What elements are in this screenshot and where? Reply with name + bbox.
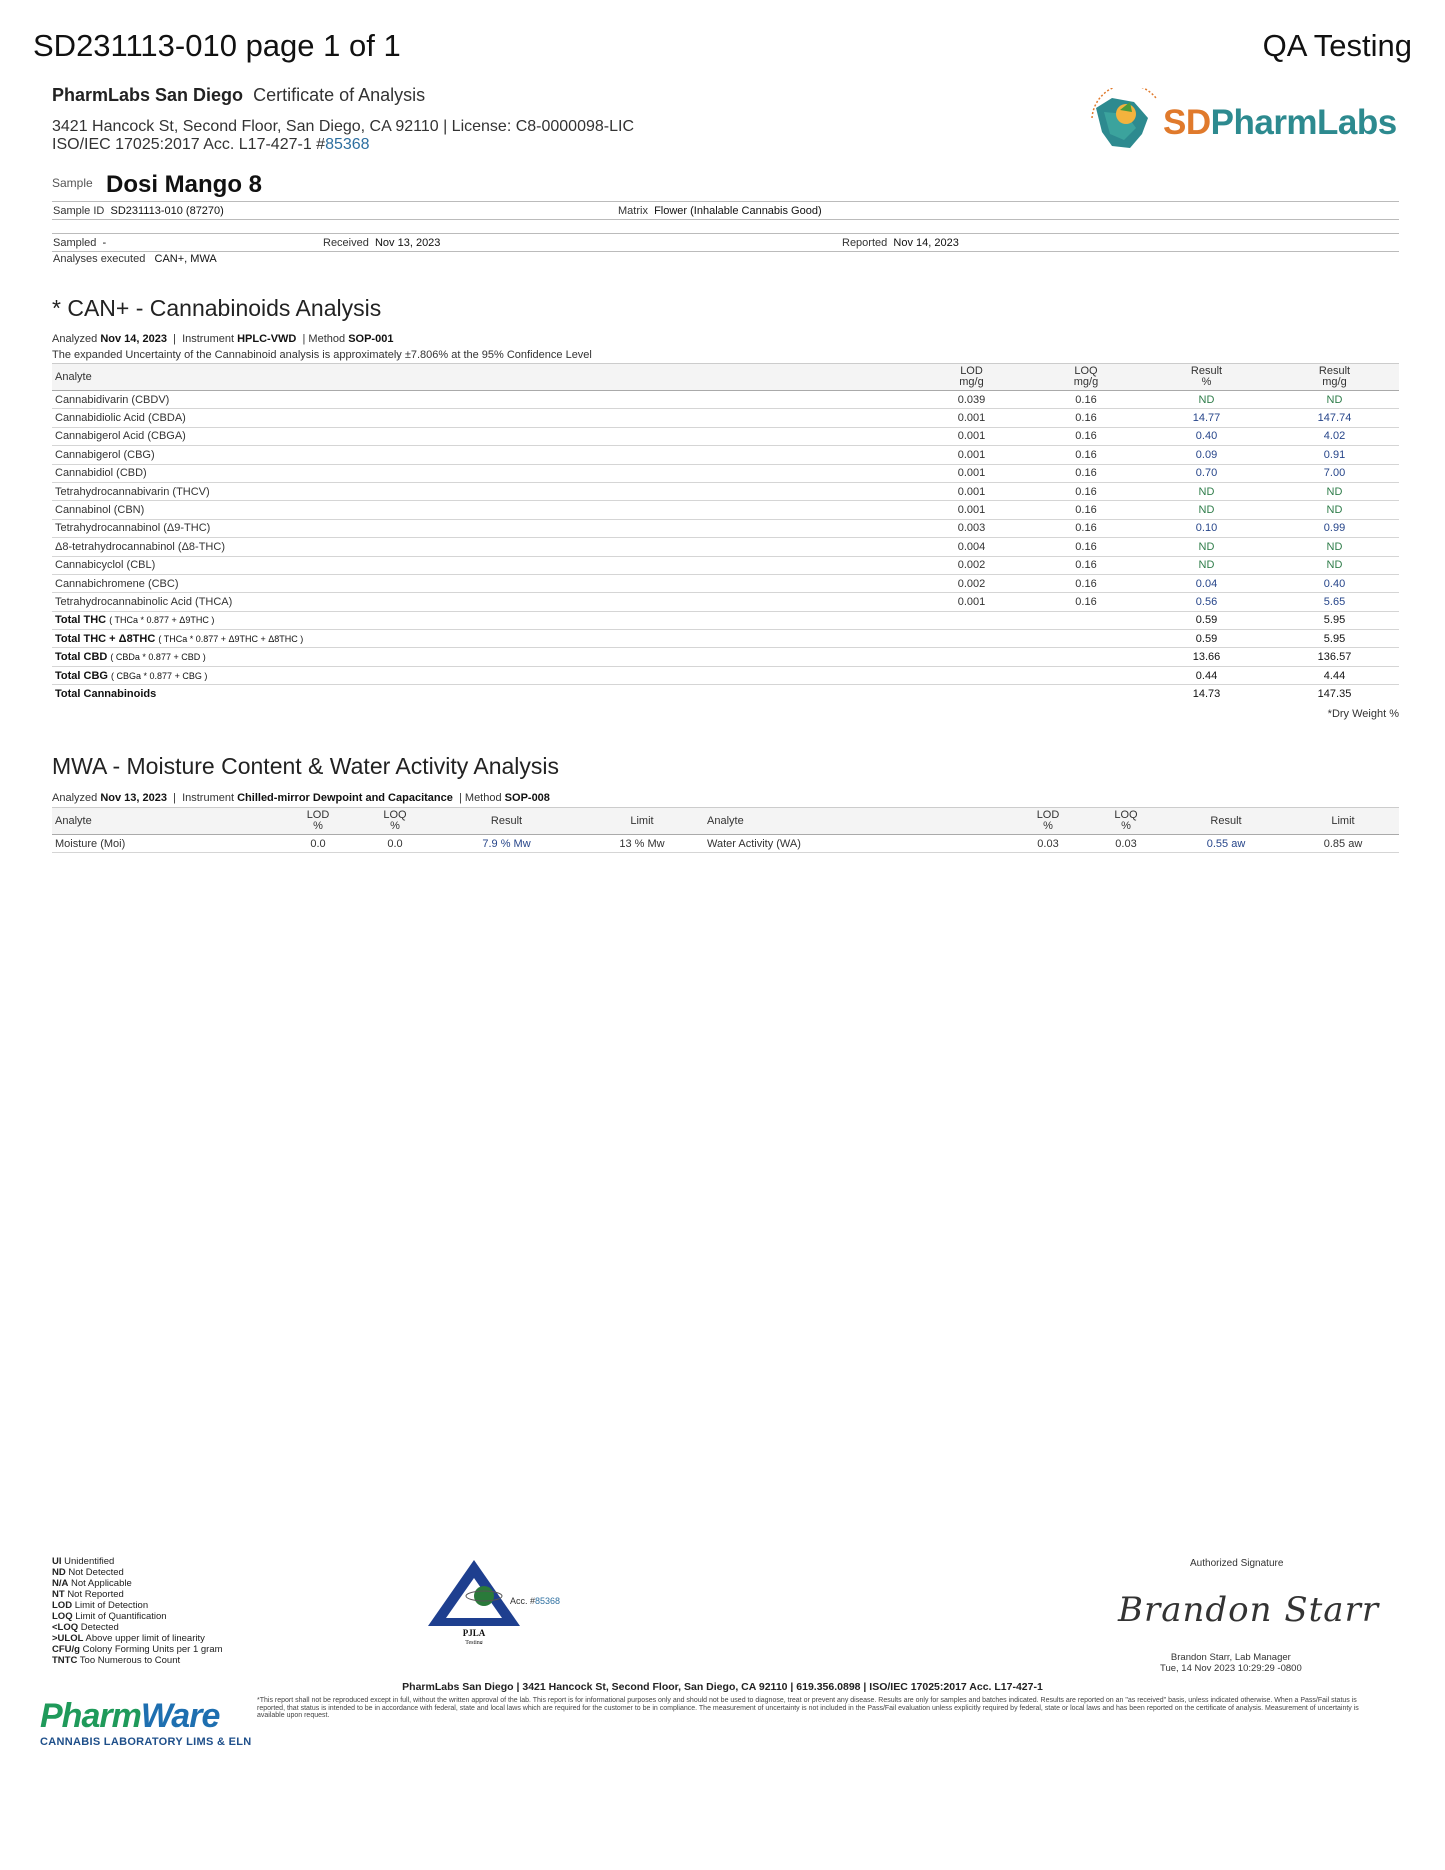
legend-abbr: UI: [52, 1556, 62, 1567]
iso-accreditation-link[interactable]: 85368: [325, 136, 370, 153]
lod-cell: 0.001: [914, 501, 1029, 519]
analyte-cell: Cannabinol (CBN): [52, 501, 914, 519]
lod-cell: 0.003: [914, 519, 1029, 537]
sample-id: Sample ID SD231113-010 (87270): [53, 205, 224, 217]
result-pct-cell: 0.59: [1143, 630, 1270, 648]
legend-abbr: CFU/g: [52, 1644, 80, 1655]
moisture-lod: 0.0: [279, 835, 357, 853]
loq-header: LOQ mg/g: [1029, 364, 1143, 391]
lab-address: [52, 118, 634, 154]
water-activity-analyte: Water Activity (WA): [704, 835, 1009, 853]
result-pct-cell: 0.10: [1143, 519, 1270, 537]
analyte-cell: Tetrahydrocannabinolic Acid (THCA): [52, 593, 914, 611]
total-name-cell: [52, 611, 914, 629]
legend-item: [52, 1589, 223, 1600]
result-mg-cell: ND: [1270, 391, 1399, 409]
total-name: Total THC + Δ8THC: [55, 632, 156, 645]
result-mg-cell: 4.44: [1270, 666, 1399, 684]
document-id: SD231113-010 page 1 of 1: [33, 28, 401, 63]
analyte-cell: Cannabidivarin (CBDV): [52, 391, 914, 409]
total-formula: ( THCa * 0.877 + Δ9THC ): [109, 615, 215, 626]
pharmware-logo: PharmWare CANNABIS LABORATORY LIMS & ELN: [40, 1697, 252, 1748]
loq-header: LOQ %: [357, 808, 433, 835]
total-formula: ( CBDa * 0.877 + CBD ): [110, 652, 206, 663]
result-mg-cell: ND: [1270, 482, 1399, 500]
loq-cell: 0.16: [1029, 538, 1143, 556]
moisture-loq: 0.0: [357, 835, 433, 853]
limit-header: Limit: [1287, 808, 1399, 835]
accreditation-link[interactable]: 85368: [535, 1596, 561, 1606]
moisture-table: [52, 807, 1399, 853]
result-pct-cell: ND: [1143, 482, 1270, 500]
legend-text: Not Detected: [68, 1567, 124, 1578]
loq-header: LOQ %: [1087, 808, 1165, 835]
total-formula: ( THCa * 0.877 + Δ9THC + Δ8THC ): [158, 633, 304, 644]
result-pct-cell: ND: [1143, 556, 1270, 574]
moisture-analysis-info: Analyzed Nov 13, 2023 | Instrument Chilled-mirror Dewpoint and Capacitance | Method SOP-008: [52, 792, 550, 804]
result-pct-cell: 0.44: [1143, 666, 1270, 684]
lod-cell: 0.001: [914, 593, 1029, 611]
analyte-cell: Tetrahydrocannabinol (Δ9-THC): [52, 519, 914, 537]
legend-item: [52, 1611, 223, 1622]
total-row: [52, 630, 1399, 648]
legend-text: Too Numerous to Count: [79, 1655, 181, 1666]
water-activity-result: 0.55 aw: [1165, 835, 1287, 853]
result-pct-cell: 14.73: [1192, 688, 1221, 701]
legend-item: [52, 1644, 223, 1655]
result-mg-header: Result mg/g: [1270, 364, 1399, 391]
lod-cell: 0.002: [914, 574, 1029, 592]
loq-cell: 0.16: [1029, 501, 1143, 519]
result-pct-cell: 0.09: [1143, 446, 1270, 464]
qa-testing-label: QA Testing: [1262, 28, 1412, 63]
result-mg-cell: 147.74: [1270, 409, 1399, 427]
table-row: [52, 446, 1399, 464]
table-row: [52, 391, 1399, 409]
loq-cell: 0.16: [1029, 593, 1143, 611]
total-row: [52, 666, 1399, 684]
table-row: [52, 427, 1399, 445]
analyses-executed: Analyses executed CAN+, MWA: [53, 253, 217, 265]
result-pct-cell: ND: [1143, 501, 1270, 519]
legend-text: Limit of Quantification: [75, 1611, 167, 1622]
legend-item: [52, 1622, 223, 1633]
analyte-cell: Δ8-tetrahydrocannabinol (Δ8-THC): [52, 538, 914, 556]
legend-abbr: LOD: [52, 1600, 73, 1611]
legend-abbr: NT: [52, 1589, 65, 1600]
document-type: Certificate of Analysis: [253, 85, 426, 105]
water-activity-limit: 0.85 aw: [1287, 835, 1399, 853]
water-activity-lod: 0.03: [1009, 835, 1087, 853]
result-mg-cell: 7.00: [1270, 464, 1399, 482]
reported: Reported Nov 14, 2023: [842, 237, 959, 249]
moisture-section-title: MWA - Moisture Content & Water Activity Analysis: [52, 753, 559, 779]
uncertainty-note: The expanded Uncertainty of the Cannabinoid analysis is approximately ±7.806% at the 95% Confidence Level: [52, 349, 592, 361]
analyte-cell: Cannabicyclol (CBL): [52, 556, 914, 574]
lod-header: LOD %: [1009, 808, 1087, 835]
legend-abbr: ND: [52, 1567, 66, 1578]
result-pct-cell: ND: [1143, 538, 1270, 556]
result-mg-cell: ND: [1270, 538, 1399, 556]
legend-abbr: LOQ: [52, 1611, 73, 1622]
result-mg-cell: 0.40: [1270, 574, 1399, 592]
loq-cell: 0.16: [1029, 427, 1143, 445]
analyte-header: Analyte: [52, 364, 914, 391]
legend-text: Unidentified: [64, 1556, 115, 1567]
abbreviation-legend: [52, 1556, 223, 1666]
divider: [52, 219, 1399, 220]
legend-text: Above upper limit of linearity: [85, 1633, 205, 1644]
legend-text: Limit of Detection: [74, 1600, 149, 1611]
lod-cell: 0.001: [914, 482, 1029, 500]
table-header-row: [52, 808, 1399, 835]
received: Received Nov 13, 2023: [323, 237, 441, 249]
cannabinoids-table: [52, 363, 1399, 703]
result-header: Result: [1165, 808, 1287, 835]
cannabinoids-section-title: * CAN+ - Cannabinoids Analysis: [52, 295, 382, 321]
accreditation-number: Acc. #85368: [510, 1596, 561, 1606]
result-pct-cell: 0.70: [1143, 464, 1270, 482]
loq-cell: 0.16: [1029, 482, 1143, 500]
legend-item: [52, 1633, 223, 1644]
loq-cell: [1029, 648, 1143, 666]
legend-abbr: TNTC: [52, 1655, 78, 1666]
signer-date: Tue, 14 Nov 2023 10:29:29 -0800: [1160, 1663, 1302, 1674]
lod-cell: [914, 685, 1029, 703]
result-pct-cell: 0.56: [1143, 593, 1270, 611]
signature: Brandon Starr: [1118, 1590, 1380, 1630]
logo-wordmark: SDPharmLabs: [1163, 103, 1397, 142]
loq-cell: 0.16: [1029, 556, 1143, 574]
pharmware-tagline: CANNABIS LABORATORY LIMS & ELN: [40, 1736, 252, 1748]
legend-item: [52, 1567, 223, 1578]
loq-cell: 0.16: [1029, 446, 1143, 464]
legend-abbr: <LOQ: [52, 1622, 79, 1633]
loq-cell: 0.16: [1029, 391, 1143, 409]
total-formula: ( CBGa * 0.877 + CBG ): [111, 670, 208, 681]
result-mg-cell: 136.57: [1270, 648, 1399, 666]
dry-weight-note: *Dry Weight %: [1327, 708, 1399, 720]
total-name-cell: [52, 648, 914, 666]
disclaimer: *This report shall not be reproduced except in full, without the written approval of the lab. This report is for informational purposes only and should not be used to diagnose, treat or prevent any disease. Results are only for samples and batches indicated. Results are reported on an "as received" basis, unless indicated otherwise. When a Pass/Fail status is reported, that status is intended to be in accordance with federal, state and local laws which are required for the customer to be in compliance. The measurement of uncertainty is not included in the Pass/Fail evaluation unless explicitly required by federal, state or local laws and has been reported on the certificate of analysis. Measurement of uncertainty is available upon request.: [257, 1697, 1359, 1719]
analyte-cell: Tetrahydrocannabivarin (THCV): [52, 482, 914, 500]
result-pct-cell: 13.66: [1143, 648, 1270, 666]
sampled: Sampled -: [53, 237, 107, 249]
analyte-header: Analyte: [52, 808, 279, 835]
total-row: [52, 611, 1399, 629]
legend-item: [52, 1556, 223, 1567]
legend-item: [52, 1578, 223, 1589]
table-row: [52, 409, 1399, 427]
pjla-label: PJLA: [462, 1628, 486, 1638]
table-row: [52, 482, 1399, 500]
result-pct-cell: 0.59: [1143, 611, 1270, 629]
sample-label: Sample: [52, 176, 93, 190]
result-pct-cell: ND: [1143, 391, 1270, 409]
lod-cell: [914, 611, 1029, 629]
table-row: [52, 501, 1399, 519]
result-pct-cell: 14.77: [1143, 409, 1270, 427]
lab-name: PharmLabs San Diego: [52, 85, 244, 105]
result-mg-cell: 4.02: [1270, 427, 1399, 445]
lod-cell: 0.004: [914, 538, 1029, 556]
loq-cell: [1029, 630, 1143, 648]
moisture-result: 7.9 % Mw: [433, 835, 580, 853]
result-mg-cell: 147.35: [1317, 688, 1352, 701]
table-row: [52, 464, 1399, 482]
loq-cell: [1029, 611, 1143, 629]
authorized-signature-label: Authorized Signature: [1190, 1558, 1284, 1569]
lod-cell: 0.001: [914, 464, 1029, 482]
loq-cell: 0.16: [1029, 519, 1143, 537]
lod-cell: 0.001: [914, 446, 1029, 464]
water-activity-loq: 0.03: [1087, 835, 1165, 853]
total-name: Total CBD: [55, 651, 108, 664]
limit-header: Limit: [580, 808, 704, 835]
lod-cell: 0.002: [914, 556, 1029, 574]
analyte-cell: Cannabidiolic Acid (CBDA): [52, 409, 914, 427]
legend-text: Not Reported: [67, 1589, 124, 1600]
divider: [52, 233, 1399, 234]
legend-abbr: N/A: [52, 1578, 69, 1589]
cannabinoids-table-body: [52, 391, 1399, 704]
total-name-cell: [52, 630, 914, 648]
legend-item: [52, 1655, 223, 1666]
legend-item: [52, 1600, 223, 1611]
total-name: Total THC: [55, 614, 107, 627]
table-row: [52, 574, 1399, 592]
total-name: Total CBG: [55, 669, 108, 682]
lod-cell: [914, 630, 1029, 648]
result-pct-cell: 0.40: [1143, 427, 1270, 445]
table-row: [52, 519, 1399, 537]
lod-cell: [914, 666, 1029, 684]
signer-name: Brandon Starr, Lab Manager: [1170, 1652, 1291, 1663]
analyte-cell: Cannabigerol Acid (CBGA): [52, 427, 914, 445]
lod-header: LOD %: [279, 808, 357, 835]
lod-cell: 0.039: [914, 391, 1029, 409]
table-row: [52, 538, 1399, 556]
analyte-cell: Cannabichromene (CBC): [52, 574, 914, 592]
result-mg-cell: 5.65: [1270, 593, 1399, 611]
result-mg-cell: 5.95: [1270, 630, 1399, 648]
loq-cell: [1029, 685, 1143, 703]
divider: [52, 251, 1399, 252]
result-pct-cell: 0.04: [1143, 574, 1270, 592]
moisture-analyte: Moisture (Moi): [52, 835, 279, 853]
lod-header: LOD mg/g: [914, 364, 1029, 391]
sample-name: Dosi Mango 8: [106, 171, 263, 198]
pjla-accreditation-logo: [424, 1556, 524, 1644]
lod-cell: [914, 648, 1029, 666]
loq-cell: 0.16: [1029, 464, 1143, 482]
analyte-header: Analyte: [704, 808, 1009, 835]
total-row: [52, 685, 1399, 703]
total-name: Total Cannabinoids: [55, 688, 157, 701]
legend-text: Not Applicable: [71, 1578, 132, 1589]
lod-cell: 0.001: [914, 409, 1029, 427]
loq-cell: [1029, 666, 1143, 684]
divider: [52, 201, 1399, 202]
lab-title: [52, 85, 425, 106]
result-mg-cell: 0.99: [1270, 519, 1399, 537]
address-line: 3421 Hancock St, Second Floor, San Diego, CA 92110 | License: C8-0000098-LIC: [52, 118, 634, 135]
result-mg-cell: ND: [1270, 556, 1399, 574]
cannabinoids-analysis-info: Analyzed Nov 14, 2023 | Instrument HPLC-VWD | Method SOP-001: [52, 333, 394, 345]
result-mg-cell: 5.95: [1270, 611, 1399, 629]
table-row: [52, 556, 1399, 574]
legend-abbr: >ULOL: [52, 1633, 84, 1644]
table-header-row: [52, 364, 1399, 391]
total-name-cell: [52, 666, 914, 684]
analyte-cell: Cannabigerol (CBG): [52, 446, 914, 464]
legend-text: Detected: [80, 1622, 119, 1633]
total-name-cell: [52, 685, 914, 703]
matrix: Matrix Flower (Inhalable Cannabis Good): [618, 205, 822, 217]
result-mg-cell: 0.91: [1270, 446, 1399, 464]
table-row: [52, 593, 1399, 611]
total-row: [52, 648, 1399, 666]
pjla-sub-label: Testing: [465, 1640, 483, 1644]
iso-line: ISO/IEC 17025:2017 Acc. L17-427-1 #85368: [52, 136, 370, 153]
analyte-cell: Cannabidiol (CBD): [52, 464, 914, 482]
footer-address: PharmLabs San Diego | 3421 Hancock St, Second Floor, San Diego, CA 92110 | 619.356.0898 | ISO/IEC 17025:2017 Acc. L17-427-1: [402, 1681, 1043, 1693]
result-header: Result: [433, 808, 580, 835]
loq-cell: 0.16: [1029, 409, 1143, 427]
lod-cell: 0.001: [914, 427, 1029, 445]
result-pct-header: Result %: [1143, 364, 1270, 391]
loq-cell: 0.16: [1029, 574, 1143, 592]
moisture-limit: 13 % Mw: [580, 835, 704, 853]
result-mg-cell: ND: [1270, 501, 1399, 519]
legend-text: Colony Forming Units per 1 gram: [82, 1644, 223, 1655]
signer-info: [1160, 1652, 1302, 1674]
table-row: [52, 835, 1399, 853]
